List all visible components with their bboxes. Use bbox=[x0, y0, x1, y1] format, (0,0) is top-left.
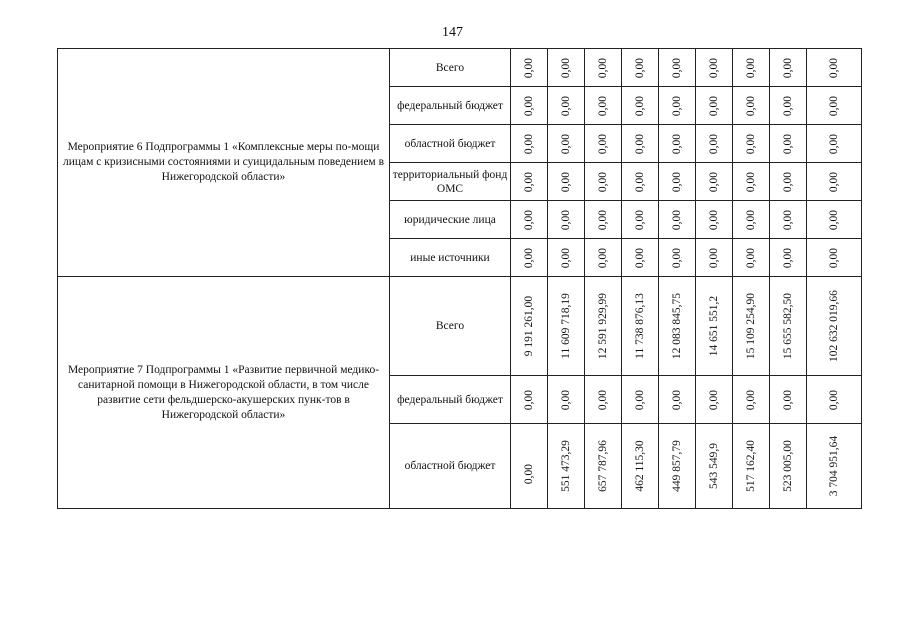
value-cell: 0,00 bbox=[828, 57, 840, 78]
value-cell: 517 162,40 bbox=[745, 440, 757, 492]
value-cell: 0,00 bbox=[671, 209, 683, 230]
value-cell: 657 787,96 bbox=[597, 440, 609, 492]
value-cell: 0,00 bbox=[828, 95, 840, 116]
value-cell: 0,00 bbox=[708, 209, 720, 230]
value-cell: 449 857,79 bbox=[671, 440, 683, 492]
page-number: 147 bbox=[442, 25, 463, 40]
value-cell: 0,00 bbox=[782, 171, 794, 192]
value-cell: 0,00 bbox=[745, 57, 757, 78]
value-cell: 0,00 bbox=[560, 133, 572, 154]
value-cell: 0,00 bbox=[597, 95, 609, 116]
value-cell: 551 473,29 bbox=[560, 440, 572, 492]
value-cell: 0,00 bbox=[634, 389, 646, 410]
source-cell: Всего bbox=[390, 49, 511, 87]
value-cell: 11 609 718,19 bbox=[560, 293, 572, 359]
event-7-title: Мероприятие 7 Подпрограммы 1 «Развитие первичной медико-санитарной помощи в Нижегородской области, в том числе развитие сети фельдшерско-акушерских пунк-тов в Нижегородской области» bbox=[58, 277, 390, 509]
value-cell: 0,00 bbox=[828, 171, 840, 192]
value-cell: 0,00 bbox=[782, 389, 794, 410]
value-cell: 0,00 bbox=[560, 171, 572, 192]
value-cell: 0,00 bbox=[560, 57, 572, 78]
value-cell: 0,00 bbox=[523, 171, 535, 192]
value-cell: 0,00 bbox=[745, 133, 757, 154]
value-cell: 0,00 bbox=[523, 247, 535, 268]
value-cell: 523 005,00 bbox=[782, 440, 794, 492]
value-cell: 12 591 929,99 bbox=[597, 292, 609, 360]
value-cell: 0,00 bbox=[597, 247, 609, 268]
value-cell: 102 632 019,66 bbox=[828, 290, 840, 362]
value-cell: 0,00 bbox=[597, 171, 609, 192]
value-cell: 0,00 bbox=[708, 57, 720, 78]
value-cell: 15 109 254,90 bbox=[745, 292, 757, 360]
value-cell: 0,00 bbox=[828, 209, 840, 230]
value-cell: 0,00 bbox=[523, 209, 535, 230]
source-cell: юридические лица bbox=[390, 201, 511, 239]
source-cell: областной бюджет bbox=[390, 125, 511, 163]
value-cell: 0,00 bbox=[671, 247, 683, 268]
value-cell: 0,00 bbox=[745, 95, 757, 116]
value-cell: 11 738 876,13 bbox=[634, 293, 646, 359]
value-cell: 0,00 bbox=[745, 247, 757, 268]
event-6-title: Мероприятие 6 Подпрограммы 1 «Комплексные меры по-мощи лицам с кризисными состояниями и суицидальным поведением в Нижегородской области» bbox=[58, 49, 390, 277]
value-cell: 0,00 bbox=[708, 133, 720, 154]
value-cell: 0,00 bbox=[671, 57, 683, 78]
value-cell: 0,00 bbox=[597, 389, 609, 410]
value-cell: 0,00 bbox=[708, 247, 720, 268]
value-cell: 0,00 bbox=[671, 95, 683, 116]
value-cell: 15 655 582,50 bbox=[782, 292, 794, 360]
value-cell: 0,00 bbox=[782, 209, 794, 230]
source-cell: иные источники bbox=[390, 239, 511, 277]
value-cell: 0,00 bbox=[828, 133, 840, 154]
value-cell: 14 651 551,2 bbox=[708, 295, 720, 357]
value-cell: 462 115,30 bbox=[634, 440, 646, 492]
value-cell: 0,00 bbox=[523, 133, 535, 154]
value-cell: 0,00 bbox=[634, 95, 646, 116]
value-cell: 0,00 bbox=[782, 247, 794, 268]
value-cell: 0,00 bbox=[828, 247, 840, 268]
value-cell: 0,00 bbox=[560, 95, 572, 116]
value-cell: 3 704 951,64 bbox=[828, 435, 840, 497]
value-cell: 0,00 bbox=[745, 389, 757, 410]
value-cell: 0,00 bbox=[708, 389, 720, 410]
value-cell: 0,00 bbox=[597, 133, 609, 154]
value-cell: 0,00 bbox=[523, 389, 535, 410]
value-cell: 0,00 bbox=[671, 389, 683, 410]
source-cell: областной бюджет bbox=[390, 424, 511, 509]
budget-table bbox=[57, 48, 862, 509]
table-row bbox=[58, 49, 862, 87]
value-cell: 0,00 bbox=[671, 171, 683, 192]
source-cell: территориальный фонд ОМС bbox=[390, 163, 511, 201]
value-cell: 0,00 bbox=[782, 57, 794, 78]
value-cell: 0,00 bbox=[560, 389, 572, 410]
value-cell: 0,00 bbox=[597, 57, 609, 78]
source-cell: Всего bbox=[390, 277, 511, 376]
value-cell: 0,00 bbox=[523, 95, 535, 116]
source-cell: федеральный бюджет bbox=[390, 376, 511, 424]
value-cell: 0,00 bbox=[560, 247, 572, 268]
value-cell: 0,00 bbox=[634, 247, 646, 268]
value-cell: 0,00 bbox=[671, 133, 683, 154]
value-cell: 0,00 bbox=[560, 209, 572, 230]
value-cell: 0,00 bbox=[523, 57, 535, 78]
value-cell: 0,00 bbox=[708, 171, 720, 192]
value-cell: 0,00 bbox=[782, 133, 794, 154]
value-cell: 0,00 bbox=[634, 57, 646, 78]
value-cell: 0,00 bbox=[828, 389, 840, 410]
value-cell: 543 549,9 bbox=[708, 443, 720, 489]
value-cell: 0,00 bbox=[523, 464, 535, 485]
value-cell: 0,00 bbox=[745, 209, 757, 230]
value-cell: 12 083 845,75 bbox=[671, 292, 683, 360]
value-cell: 0,00 bbox=[782, 95, 794, 116]
value-cell: 0,00 bbox=[634, 209, 646, 230]
value-cell: 0,00 bbox=[597, 209, 609, 230]
table-row bbox=[58, 277, 862, 376]
value-cell: 0,00 bbox=[745, 171, 757, 192]
value-cell: 0,00 bbox=[708, 95, 720, 116]
source-cell: федеральный бюджет bbox=[390, 87, 511, 125]
value-cell: 0,00 bbox=[634, 171, 646, 192]
value-cell: 9 191 261,00 bbox=[523, 295, 535, 357]
value-cell: 0,00 bbox=[634, 133, 646, 154]
